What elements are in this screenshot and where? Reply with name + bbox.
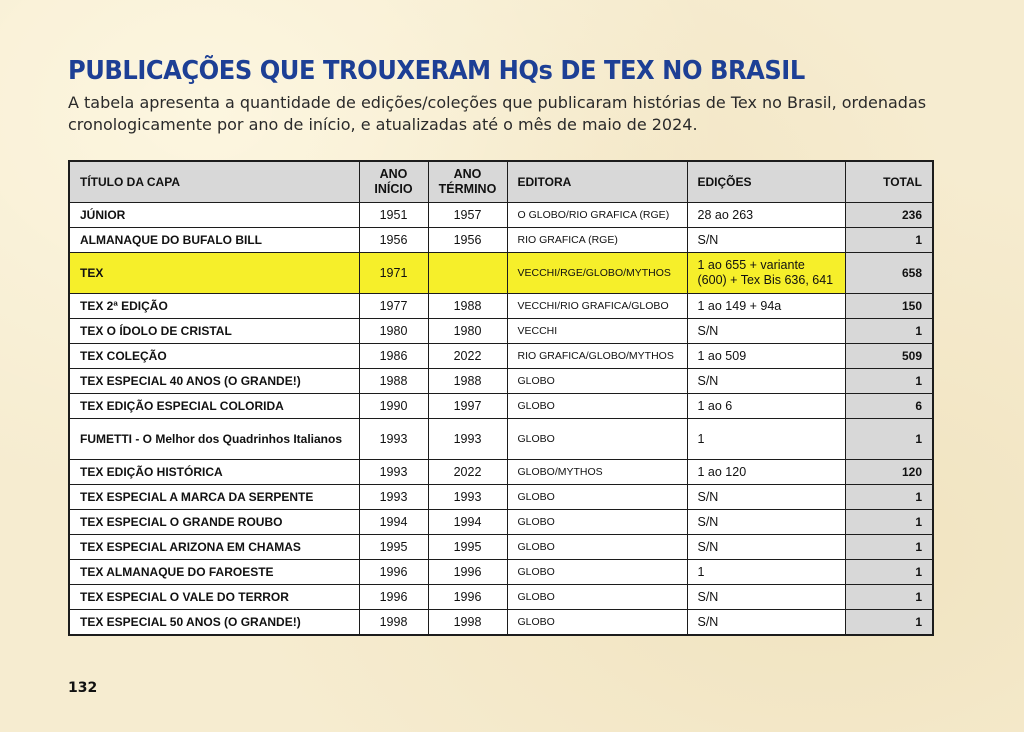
cell-total: 1	[845, 535, 933, 560]
cell-total: 1	[845, 585, 933, 610]
cell-title: JÚNIOR	[69, 203, 359, 228]
cell-editions: S/N	[687, 485, 845, 510]
cell-end-year	[428, 253, 507, 294]
cell-end-year: 1995	[428, 535, 507, 560]
cell-total: 1	[845, 228, 933, 253]
table-row	[69, 485, 933, 510]
cell-editions: S/N	[687, 535, 845, 560]
cell-start-year: 1996	[359, 560, 428, 585]
cell-publisher: GLOBO	[507, 394, 687, 419]
cell-editions: 1 ao 655 + variante (600) + Tex Bis 636, 641	[687, 253, 845, 294]
cell-start-year: 1996	[359, 585, 428, 610]
cell-total: 120	[845, 460, 933, 485]
cell-editions: 1 ao 120	[687, 460, 845, 485]
cell-start-year: 1956	[359, 228, 428, 253]
table-row	[69, 228, 933, 253]
table-row	[69, 535, 933, 560]
cell-title: TEX ESPECIAL ARIZONA EM CHAMAS	[69, 535, 359, 560]
cell-title: TEX ESPECIAL O GRANDE ROUBO	[69, 510, 359, 535]
cell-publisher: GLOBO	[507, 369, 687, 394]
cell-editions: 1 ao 509	[687, 344, 845, 369]
cell-end-year: 1996	[428, 585, 507, 610]
header-title: TÍTULO DA CAPA	[69, 161, 359, 203]
cell-end-year: 1957	[428, 203, 507, 228]
cell-publisher: VECCHI	[507, 319, 687, 344]
cell-editions: S/N	[687, 369, 845, 394]
cell-start-year: 1994	[359, 510, 428, 535]
cell-title: TEX ESPECIAL 50 ANOS (O GRANDE!)	[69, 610, 359, 636]
cell-total: 150	[845, 294, 933, 319]
cell-start-year: 1998	[359, 610, 428, 636]
page-title: PUBLICAÇÕES QUE TROUXERAM HQs DE TEX NO BRASIL	[68, 56, 805, 86]
cell-editions: S/N	[687, 319, 845, 344]
cell-start-year: 1993	[359, 460, 428, 485]
publications-table	[68, 160, 934, 636]
cell-total: 1	[845, 369, 933, 394]
cell-publisher: VECCHI/RGE/GLOBO/MYTHOS	[507, 253, 687, 294]
table-row	[69, 344, 933, 369]
cell-editions: S/N	[687, 585, 845, 610]
cell-end-year: 1988	[428, 369, 507, 394]
header-total: TOTAL	[845, 161, 933, 203]
cell-start-year: 1951	[359, 203, 428, 228]
cell-publisher: GLOBO	[507, 585, 687, 610]
cell-title: TEX	[69, 253, 359, 294]
cell-end-year: 1998	[428, 610, 507, 636]
cell-publisher: GLOBO	[507, 419, 687, 460]
cell-start-year: 1980	[359, 319, 428, 344]
cell-total: 658	[845, 253, 933, 294]
cell-total: 1	[845, 319, 933, 344]
table-row	[69, 394, 933, 419]
cell-publisher: GLOBO	[507, 510, 687, 535]
cell-start-year: 1971	[359, 253, 428, 294]
cell-title: TEX COLEÇÃO	[69, 344, 359, 369]
cell-title: TEX 2ª EDIÇÃO	[69, 294, 359, 319]
cell-editions: 1 ao 6	[687, 394, 845, 419]
table-row	[69, 294, 933, 319]
table-row	[69, 419, 933, 460]
cell-title: TEX EDIÇÃO HISTÓRICA	[69, 460, 359, 485]
cell-total: 6	[845, 394, 933, 419]
cell-editions: S/N	[687, 510, 845, 535]
cell-start-year: 1995	[359, 535, 428, 560]
cell-end-year: 1993	[428, 485, 507, 510]
cell-title: TEX ESPECIAL O VALE DO TERROR	[69, 585, 359, 610]
cell-title: ALMANAQUE DO BUFALO BILL	[69, 228, 359, 253]
cell-editions: 1	[687, 419, 845, 460]
cell-publisher: GLOBO/MYTHOS	[507, 460, 687, 485]
cell-end-year: 1993	[428, 419, 507, 460]
cell-title: TEX ESPECIAL 40 ANOS (O GRANDE!)	[69, 369, 359, 394]
cell-publisher: GLOBO	[507, 610, 687, 636]
cell-publisher: RIO GRAFICA/GLOBO/MYTHOS	[507, 344, 687, 369]
header-start-year: ANO INÍCIO	[359, 161, 428, 203]
cell-publisher: GLOBO	[507, 560, 687, 585]
table-row	[69, 319, 933, 344]
header-end-year: ANO TÉRMINO	[428, 161, 507, 203]
page-subtitle: A tabela apresenta a quantidade de edições/coleções que publicaram histórias de Tex no Brasil, ordenadas cronologicamente por ano de início, e atualizadas até o mês de maio de 2024.	[68, 93, 927, 134]
cell-title: FUMETTI - O Melhor dos Quadrinhos Italianos	[69, 419, 359, 460]
cell-title: TEX O ÍDOLO DE CRISTAL	[69, 319, 359, 344]
cell-total: 1	[845, 419, 933, 460]
cell-end-year: 1996	[428, 560, 507, 585]
cell-editions: 1	[687, 560, 845, 585]
header-publisher: EDITORA	[507, 161, 687, 203]
cell-total: 1	[845, 485, 933, 510]
table-row	[69, 460, 933, 485]
cell-total: 1	[845, 560, 933, 585]
cell-publisher: VECCHI/RIO GRAFICA/GLOBO	[507, 294, 687, 319]
cell-end-year: 2022	[428, 344, 507, 369]
cell-total: 1	[845, 610, 933, 636]
cell-start-year: 1990	[359, 394, 428, 419]
table-row	[69, 610, 933, 636]
table-row-highlighted	[69, 253, 933, 294]
cell-title: TEX ALMANAQUE DO FAROESTE	[69, 560, 359, 585]
cell-end-year: 1997	[428, 394, 507, 419]
header-editions: EDIÇÕES	[687, 161, 845, 203]
cell-publisher: O GLOBO/RIO GRAFICA (RGE)	[507, 203, 687, 228]
cell-total: 1	[845, 510, 933, 535]
cell-start-year: 1993	[359, 485, 428, 510]
cell-title: TEX EDIÇÃO ESPECIAL COLORIDA	[69, 394, 359, 419]
table-row	[69, 369, 933, 394]
cell-end-year: 1956	[428, 228, 507, 253]
cell-title: TEX ESPECIAL A MARCA DA SERPENTE	[69, 485, 359, 510]
cell-start-year: 1986	[359, 344, 428, 369]
table-row	[69, 203, 933, 228]
cell-start-year: 1988	[359, 369, 428, 394]
cell-total: 509	[845, 344, 933, 369]
table-row	[69, 585, 933, 610]
table-row	[69, 560, 933, 585]
cell-publisher: GLOBO	[507, 485, 687, 510]
cell-end-year: 1980	[428, 319, 507, 344]
cell-editions: S/N	[687, 228, 845, 253]
cell-total: 236	[845, 203, 933, 228]
cell-end-year: 1988	[428, 294, 507, 319]
cell-end-year: 1994	[428, 510, 507, 535]
cell-publisher: GLOBO	[507, 535, 687, 560]
page-number: 132	[68, 680, 98, 696]
cell-end-year: 2022	[428, 460, 507, 485]
table-row	[69, 510, 933, 535]
cell-start-year: 1977	[359, 294, 428, 319]
cell-editions: S/N	[687, 610, 845, 636]
cell-publisher: RIO GRAFICA (RGE)	[507, 228, 687, 253]
cell-editions: 28 ao 263	[687, 203, 845, 228]
cell-start-year: 1993	[359, 419, 428, 460]
table-header-row	[69, 161, 933, 203]
cell-editions: 1 ao 149 + 94a	[687, 294, 845, 319]
